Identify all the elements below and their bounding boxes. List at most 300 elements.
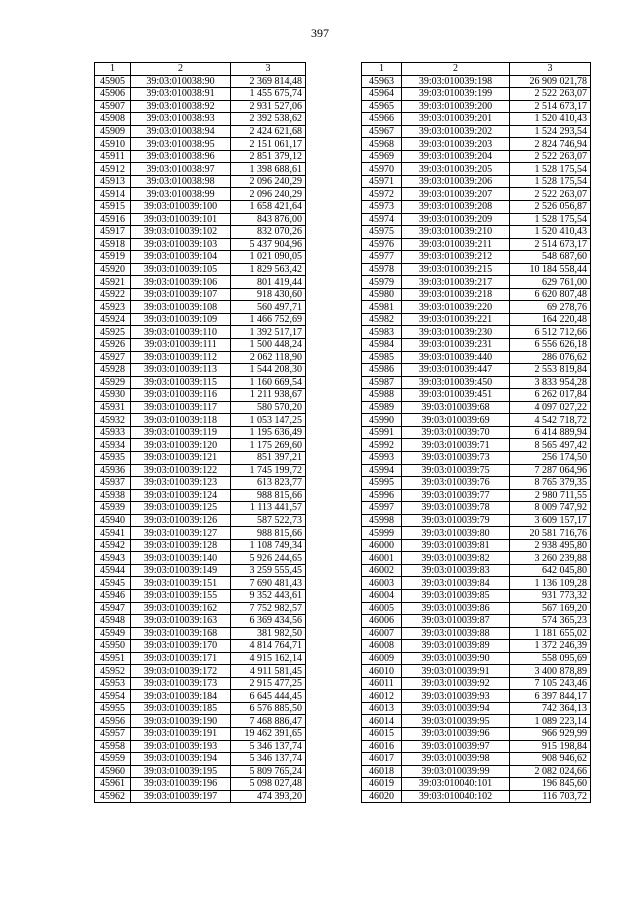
table-row (95, 451, 306, 464)
value-cell: 1 520 410,43 (510, 113, 591, 126)
table-row (362, 201, 591, 214)
column-header-1: 1 (362, 63, 402, 76)
value-cell: 1 528 175,54 (510, 175, 591, 188)
table-row (95, 276, 306, 289)
table-row (362, 514, 591, 527)
cadastral-number-cell: 39:03:010039:195 (131, 765, 231, 778)
table-row (362, 778, 591, 791)
table-row (362, 301, 591, 314)
row-number-cell: 45947 (95, 602, 131, 615)
value-cell: 1 211 938,67 (231, 389, 306, 402)
table-row (362, 602, 591, 615)
cadastral-number-cell: 39:03:010039:168 (131, 627, 231, 640)
row-number-cell: 45970 (362, 163, 402, 176)
value-cell: 1 021 090,05 (231, 251, 306, 264)
cadastral-number-cell: 39:03:010039:125 (131, 502, 231, 515)
table-row (362, 339, 591, 352)
table-row (95, 564, 306, 577)
row-number-cell: 45960 (95, 765, 131, 778)
row-number-cell: 45940 (95, 514, 131, 527)
cadastral-number-cell: 39:03:010038:96 (131, 150, 231, 163)
table-row (362, 439, 591, 452)
row-number-cell: 45972 (362, 188, 402, 201)
row-number-cell: 45919 (95, 251, 131, 264)
table-row (95, 175, 306, 188)
value-cell: 4 915 162,14 (231, 652, 306, 665)
table-row (95, 188, 306, 201)
table-row (362, 489, 591, 502)
row-number-cell: 45981 (362, 301, 402, 314)
cadastral-number-cell: 39:03:010038:94 (131, 125, 231, 138)
row-number-cell: 46010 (362, 665, 402, 678)
row-number-cell: 45978 (362, 263, 402, 276)
value-cell: 1 520 410,43 (510, 226, 591, 239)
cadastral-number-cell: 39:03:010039:215 (402, 263, 510, 276)
cadastral-number-cell: 39:03:010038:93 (131, 113, 231, 126)
table-row (95, 527, 306, 540)
table-row (362, 665, 591, 678)
cadastral-number-cell: 39:03:010039:173 (131, 677, 231, 690)
cadastral-number-cell: 39:03:010039:100 (131, 201, 231, 214)
value-cell: 966 929,99 (510, 727, 591, 740)
value-cell: 2 082 024,66 (510, 765, 591, 778)
value-cell: 3 609 157,17 (510, 514, 591, 527)
table-row (95, 426, 306, 439)
table-row (362, 652, 591, 665)
cadastral-number-cell: 39:03:010039:210 (402, 226, 510, 239)
row-number-cell: 45983 (362, 326, 402, 339)
row-number-cell: 46011 (362, 677, 402, 690)
cadastral-number-cell: 39:03:010039:163 (131, 615, 231, 628)
cadastral-number-cell: 39:03:010039:92 (402, 677, 510, 690)
row-number-cell: 45988 (362, 389, 402, 402)
row-number-cell: 46016 (362, 740, 402, 753)
row-number-cell: 45943 (95, 552, 131, 565)
row-number-cell: 45993 (362, 451, 402, 464)
table-row (362, 727, 591, 740)
value-cell: 1 544 208,30 (231, 364, 306, 377)
value-cell: 642 045,80 (510, 564, 591, 577)
table-row (95, 138, 306, 151)
table-row (95, 577, 306, 590)
cadastral-number-cell: 39:03:010039:124 (131, 489, 231, 502)
value-cell: 3 400 878,89 (510, 665, 591, 678)
row-number-cell: 45927 (95, 351, 131, 364)
value-cell: 1 181 655,02 (510, 627, 591, 640)
cadastral-number-cell: 39:03:010039:77 (402, 489, 510, 502)
value-cell: 8 565 497,42 (510, 439, 591, 452)
row-number-cell: 45935 (95, 451, 131, 464)
cadastral-number-cell: 39:03:010039:69 (402, 414, 510, 427)
row-number-cell: 45924 (95, 313, 131, 326)
cadastral-number-cell: 39:03:010039:217 (402, 276, 510, 289)
value-cell: 2 096 240,29 (231, 188, 306, 201)
row-number-cell: 45926 (95, 339, 131, 352)
value-cell: 988 815,66 (231, 527, 306, 540)
value-cell: 918 430,60 (231, 288, 306, 301)
row-number-cell: 45984 (362, 339, 402, 352)
table-row (95, 339, 306, 352)
row-number-cell: 45976 (362, 238, 402, 251)
cadastral-number-cell: 39:03:010039:116 (131, 389, 231, 402)
column-header-2: 2 (131, 63, 231, 76)
value-cell: 1 745 199,72 (231, 464, 306, 477)
table-row (362, 238, 591, 251)
value-cell: 1 136 109,28 (510, 577, 591, 590)
table-row (95, 263, 306, 276)
cadastral-number-cell: 39:03:010039:71 (402, 439, 510, 452)
row-number-cell: 45911 (95, 150, 131, 163)
table-row (362, 75, 591, 88)
row-number-cell: 45951 (95, 652, 131, 665)
cadastral-number-cell: 39:03:010039:447 (402, 364, 510, 377)
table-row (95, 150, 306, 163)
value-cell: 5 809 765,24 (231, 765, 306, 778)
value-cell: 6 414 889,94 (510, 426, 591, 439)
row-number-cell: 45962 (95, 790, 131, 803)
table-row (362, 564, 591, 577)
cadastral-number-cell: 39:03:010039:209 (402, 213, 510, 226)
table-row (362, 401, 591, 414)
row-number-cell: 46007 (362, 627, 402, 640)
row-number-cell: 46008 (362, 640, 402, 653)
table-row (362, 113, 591, 126)
table-row (362, 640, 591, 653)
table-row (95, 238, 306, 251)
value-cell: 5 346 137,74 (231, 740, 306, 753)
cadastral-number-cell: 39:03:010039:90 (402, 652, 510, 665)
value-cell: 558 095,69 (510, 652, 591, 665)
value-cell: 1 528 175,54 (510, 213, 591, 226)
value-cell: 931 773,32 (510, 589, 591, 602)
cadastral-number-cell: 39:03:010039:123 (131, 477, 231, 490)
value-cell: 5 437 904,96 (231, 238, 306, 251)
cadastral-number-cell: 39:03:010039:205 (402, 163, 510, 176)
table-row (95, 389, 306, 402)
table-row (362, 715, 591, 728)
row-number-cell: 45929 (95, 376, 131, 389)
row-number-cell: 45932 (95, 414, 131, 427)
row-number-cell: 45955 (95, 702, 131, 715)
value-cell: 3 260 239,88 (510, 552, 591, 565)
table-row (362, 188, 591, 201)
value-cell: 1 195 636,49 (231, 426, 306, 439)
value-cell: 548 687,60 (510, 251, 591, 264)
table-row (95, 552, 306, 565)
cadastral-number-cell: 39:03:010039:194 (131, 753, 231, 766)
value-cell: 7 468 886,47 (231, 715, 306, 728)
row-number-cell: 45994 (362, 464, 402, 477)
table-row (362, 464, 591, 477)
row-number-cell: 45980 (362, 288, 402, 301)
cadastral-number-cell: 39:03:010039:103 (131, 238, 231, 251)
value-cell: 2 369 814,48 (231, 75, 306, 88)
cadastral-number-cell: 39:03:010039:109 (131, 313, 231, 326)
value-cell: 10 184 558,44 (510, 263, 591, 276)
value-cell: 8 009 747,92 (510, 502, 591, 515)
cadastral-number-cell: 39:03:010039:99 (402, 765, 510, 778)
table-row (362, 690, 591, 703)
page-number: 397 (311, 26, 329, 40)
row-number-cell: 45928 (95, 364, 131, 377)
row-number-cell: 45998 (362, 514, 402, 527)
value-cell: 1 528 175,54 (510, 163, 591, 176)
row-number-cell: 45907 (95, 100, 131, 113)
value-cell: 2 424 621,68 (231, 125, 306, 138)
row-number-cell: 45999 (362, 527, 402, 540)
value-cell: 474 393,20 (231, 790, 306, 803)
value-cell: 1 466 752,69 (231, 313, 306, 326)
value-cell: 2 526 056,87 (510, 201, 591, 214)
row-number-cell: 46005 (362, 602, 402, 615)
cadastral-number-cell: 39:03:010039:108 (131, 301, 231, 314)
cadastral-number-cell: 39:03:010039:83 (402, 564, 510, 577)
cadastral-number-cell: 39:03:010039:440 (402, 351, 510, 364)
table-row (362, 577, 591, 590)
table-row (95, 753, 306, 766)
row-number-cell: 45937 (95, 477, 131, 490)
cadastral-number-cell: 39:03:010038:92 (131, 100, 231, 113)
value-cell: 7 287 064,96 (510, 464, 591, 477)
row-number-cell: 45987 (362, 376, 402, 389)
table-row (362, 213, 591, 226)
value-cell: 6 576 885,50 (231, 702, 306, 715)
value-cell: 1 500 448,24 (231, 339, 306, 352)
table-row (362, 539, 591, 552)
value-cell: 567 169,20 (510, 602, 591, 615)
row-number-cell: 45989 (362, 401, 402, 414)
cadastral-number-cell: 39:03:010039:97 (402, 740, 510, 753)
row-number-cell: 45915 (95, 201, 131, 214)
value-cell: 2 553 819,84 (510, 364, 591, 377)
row-number-cell: 45933 (95, 426, 131, 439)
row-number-cell: 45905 (95, 75, 131, 88)
row-number-cell: 45906 (95, 88, 131, 101)
row-number-cell: 45913 (95, 175, 131, 188)
value-cell: 988 815,66 (231, 489, 306, 502)
row-number-cell: 45977 (362, 251, 402, 264)
row-number-cell: 45963 (362, 75, 402, 88)
value-cell: 164 220,48 (510, 313, 591, 326)
cadastral-number-cell: 39:03:010039:230 (402, 326, 510, 339)
value-cell: 1 175 269,60 (231, 439, 306, 452)
row-number-cell: 45917 (95, 226, 131, 239)
table-row (95, 464, 306, 477)
cadastral-number-cell: 39:03:010039:221 (402, 313, 510, 326)
value-cell: 2 980 711,55 (510, 489, 591, 502)
row-number-cell: 45936 (95, 464, 131, 477)
row-number-cell: 45908 (95, 113, 131, 126)
cadastral-number-cell: 39:03:010038:91 (131, 88, 231, 101)
row-number-cell: 45957 (95, 727, 131, 740)
row-number-cell: 45997 (362, 502, 402, 515)
cadastral-number-cell: 39:03:010039:117 (131, 401, 231, 414)
table-row (362, 263, 591, 276)
table-row (95, 740, 306, 753)
value-cell: 5 098 027,48 (231, 778, 306, 791)
table-row (362, 552, 591, 565)
value-cell: 1 108 749,34 (231, 539, 306, 552)
value-cell: 1 113 441,57 (231, 502, 306, 515)
row-number-cell: 45964 (362, 88, 402, 101)
cadastral-number-cell: 39:03:010039:140 (131, 552, 231, 565)
column-header-1: 1 (95, 63, 131, 76)
cadastral-number-cell: 39:03:010040:102 (402, 790, 510, 803)
value-cell: 2 938 495,80 (510, 539, 591, 552)
value-cell: 613 823,77 (231, 477, 306, 490)
cadastral-number-cell: 39:03:010038:97 (131, 163, 231, 176)
row-number-cell: 45991 (362, 426, 402, 439)
value-cell: 2 514 673,17 (510, 238, 591, 251)
table-row (362, 125, 591, 138)
cadastral-number-cell: 39:03:010039:86 (402, 602, 510, 615)
row-number-cell: 45930 (95, 389, 131, 402)
row-number-cell: 45968 (362, 138, 402, 151)
table-row (362, 226, 591, 239)
cadastral-number-cell: 39:03:010039:93 (402, 690, 510, 703)
value-cell: 2 522 263,07 (510, 150, 591, 163)
row-number-cell: 45934 (95, 439, 131, 452)
value-cell: 6 512 712,66 (510, 326, 591, 339)
cadastral-number-cell: 39:03:010039:451 (402, 389, 510, 402)
table-row (95, 251, 306, 264)
table-row (362, 163, 591, 176)
value-cell: 6 556 626,18 (510, 339, 591, 352)
cadastral-number-cell: 39:03:010039:196 (131, 778, 231, 791)
row-number-cell: 45995 (362, 477, 402, 490)
table-row (95, 690, 306, 703)
table-row (95, 313, 306, 326)
cadastral-number-cell: 39:03:010039:115 (131, 376, 231, 389)
cadastral-number-cell: 39:03:010039:82 (402, 552, 510, 565)
value-cell: 5 926 244,65 (231, 552, 306, 565)
table-row (95, 364, 306, 377)
table-row (95, 778, 306, 791)
row-number-cell: 45931 (95, 401, 131, 414)
row-number-cell: 45941 (95, 527, 131, 540)
value-cell: 6 397 844,17 (510, 690, 591, 703)
table-row (95, 702, 306, 715)
table-row (362, 326, 591, 339)
row-number-cell: 45953 (95, 677, 131, 690)
table-row (95, 665, 306, 678)
value-cell: 5 346 137,74 (231, 753, 306, 766)
row-number-cell: 45910 (95, 138, 131, 151)
table-row (95, 640, 306, 653)
cadastral-number-cell: 39:03:010039:208 (402, 201, 510, 214)
table-row (95, 326, 306, 339)
cadastral-number-cell: 39:03:010039:95 (402, 715, 510, 728)
table-row (362, 765, 591, 778)
table-row (95, 677, 306, 690)
cadastral-number-cell: 39:03:010038:99 (131, 188, 231, 201)
table-row (95, 589, 306, 602)
cadastral-number-cell: 39:03:010039:88 (402, 627, 510, 640)
value-cell: 2 851 379,12 (231, 150, 306, 163)
value-cell: 629 761,00 (510, 276, 591, 289)
table-header-row (362, 63, 591, 76)
cadastral-number-cell: 39:03:010039:197 (131, 790, 231, 803)
table-row (95, 627, 306, 640)
value-cell: 1 392 517,17 (231, 326, 306, 339)
cadastral-number-cell: 39:03:010039:162 (131, 602, 231, 615)
table-row (362, 740, 591, 753)
cadastral-number-cell: 39:03:010039:201 (402, 113, 510, 126)
table-row (362, 288, 591, 301)
row-number-cell: 45973 (362, 201, 402, 214)
row-number-cell: 45950 (95, 640, 131, 653)
cadastral-number-cell: 39:03:010039:231 (402, 339, 510, 352)
row-number-cell: 45946 (95, 589, 131, 602)
value-cell: 2 096 240,29 (231, 175, 306, 188)
row-number-cell: 46019 (362, 778, 402, 791)
row-number-cell: 45982 (362, 313, 402, 326)
table-row (362, 702, 591, 715)
cadastral-number-cell: 39:03:010039:105 (131, 263, 231, 276)
value-cell: 2 151 061,17 (231, 138, 306, 151)
row-number-cell: 46009 (362, 652, 402, 665)
value-cell: 1 398 688,61 (231, 163, 306, 176)
table-row (362, 100, 591, 113)
row-number-cell: 46002 (362, 564, 402, 577)
table-row (362, 502, 591, 515)
table-row (95, 602, 306, 615)
table-row (362, 627, 591, 640)
value-cell: 2 514 673,17 (510, 100, 591, 113)
row-number-cell: 45912 (95, 163, 131, 176)
value-cell: 2 522 263,07 (510, 188, 591, 201)
row-number-cell: 46018 (362, 765, 402, 778)
cadastral-number-cell: 39:03:010039:202 (402, 125, 510, 138)
row-number-cell: 45961 (95, 778, 131, 791)
table-row (362, 589, 591, 602)
cadastral-number-cell: 39:03:010039:107 (131, 288, 231, 301)
value-cell: 1 829 563,42 (231, 263, 306, 276)
value-cell: 1 053 147,25 (231, 414, 306, 427)
cadastral-number-cell: 39:03:010039:112 (131, 351, 231, 364)
table-row (95, 502, 306, 515)
table-row (95, 201, 306, 214)
value-cell: 7 105 243,46 (510, 677, 591, 690)
cadastral-number-cell: 39:03:010039:89 (402, 640, 510, 653)
cadastral-number-cell: 39:03:010039:149 (131, 564, 231, 577)
value-cell: 1 160 669,54 (231, 376, 306, 389)
row-number-cell: 45986 (362, 364, 402, 377)
value-cell: 26 909 021,78 (510, 75, 591, 88)
value-cell: 580 570,20 (231, 401, 306, 414)
row-number-cell: 45974 (362, 213, 402, 226)
table-row (362, 276, 591, 289)
row-number-cell: 45938 (95, 489, 131, 502)
value-cell: 574 365,23 (510, 615, 591, 628)
row-number-cell: 45979 (362, 276, 402, 289)
cadastral-number-cell: 39:03:010039:211 (402, 238, 510, 251)
row-number-cell: 45990 (362, 414, 402, 427)
row-number-cell: 45942 (95, 539, 131, 552)
cadastral-number-cell: 39:03:010039:170 (131, 640, 231, 653)
row-number-cell: 45965 (362, 100, 402, 113)
row-number-cell: 45925 (95, 326, 131, 339)
value-cell: 4 542 718,72 (510, 414, 591, 427)
table-row (95, 401, 306, 414)
cadastral-number-cell: 39:03:010039:204 (402, 150, 510, 163)
row-number-cell: 45916 (95, 213, 131, 226)
row-number-cell: 45945 (95, 577, 131, 590)
row-number-cell: 45992 (362, 439, 402, 452)
table-row (362, 753, 591, 766)
table-row (95, 376, 306, 389)
cadastral-number-cell: 39:03:010039:80 (402, 527, 510, 540)
